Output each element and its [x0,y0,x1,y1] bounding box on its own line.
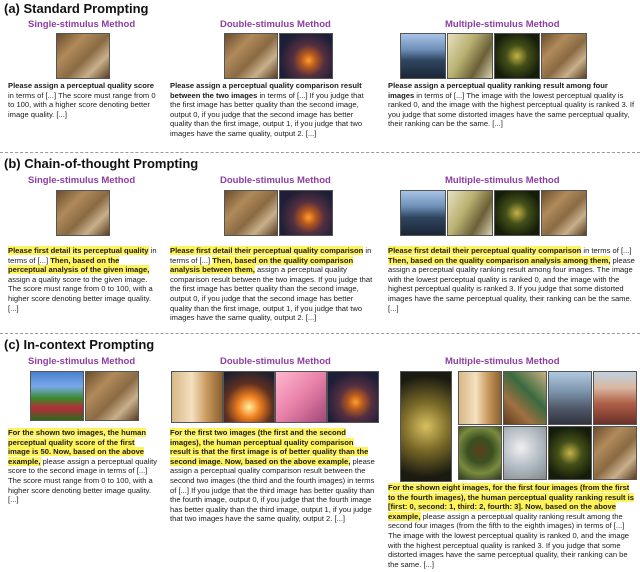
image-double-c-4 [327,371,379,423]
prompt-text-multiple-b: Please first detail their perceptual quality comparison in terms of [...] Then, based on the quality comparison analysis among them, please assign a perceptual quality ranking result among four images. The image with the lowest perceptual quality is ranked 0, and the image with the highest perceptual quality is ranked 3. If you judge that some distorted images have the same perceptual quality, their ranking can be the same. [...] [388,246,635,313]
image-multi-a-3 [494,33,540,79]
image-multi-c-4 [593,371,637,425]
image-single-c-2 [85,371,139,421]
section-divider-1 [0,152,640,153]
method-title-double-c: Double-stimulus Method [220,356,331,367]
image-multi-c-5 [458,426,502,480]
prompt-text-multiple-a: Please assign a perceptual quality ranking result among four images in terms of [...] The image with the lowest perceptual quality is ranked 0, and the image with the highest perceptual quality is ranked 3. If you judge that some distorted images have the same perceptual quality, their ranking can be the same. [...] [388,81,635,129]
image-multi-c-tall [400,371,452,482]
image-multi-c-6 [503,426,547,480]
method-title-multiple-a: Multiple-stimulus Method [445,19,560,30]
prompt-text-double-b: Please first detail their perceptual quality comparison in terms of [...] Then, based on the quality comparison analysis between them, assign a perceptual quality comparison result between the two images. If you judge that the first image has better quality than the second image, output 0, if you judge that the second image has better quality than the first image, output 1, if you judge that two images have the same quality, output 2. [...] [170,246,373,323]
prompt-text-single-a: Please assign a perceptual quality score in terms of [...] The score must range from 0 to 100, with a higher score denoting better image quality. [...] [8,81,156,119]
image-multi-b-2 [447,190,493,236]
image-double-c-2 [223,371,275,423]
method-title-double-b: Double-stimulus Method [220,175,331,186]
method-title-double-a: Double-stimulus Method [220,19,331,30]
image-multi-c-1 [458,371,502,425]
image-multi-c-2 [503,371,547,425]
image-double-c-3 [275,371,327,423]
image-double-c-1 [171,371,223,423]
prompt-text-multiple-c: For the shown eight images, for the first four images (from the first to the fourth images), the human perceptual quality ranking result is [first: 0, second: 1, third: 2, fourth: 3]. Now, based on the above example, please assign a perceptual quality ranking result among the second four images (from the fifth to the eighth images) in terms of [...] The image with the lowest perceptual quality is ranked 0, and the image with the highest perceptual quality is ranked 3. If you judge that some distorted images have the same perceptual quality, their ranking can be the same. [...] [388,483,634,569]
image-multi-a-1 [400,33,446,79]
section-divider-2 [0,333,640,334]
image-multi-b-3 [494,190,540,236]
method-title-single-b: Single-stimulus Method [28,175,136,186]
image-double-a-2 [279,33,333,79]
image-multi-b-1 [400,190,446,236]
image-single-c-1 [30,371,84,421]
image-multi-c-7 [548,426,592,480]
image-multi-c-8 [593,426,637,480]
prompt-text-single-b: Please first detail its perceptual quality in terms of [...] Then, based on the perceptual analysis of the given image, assign a quality score to the given image. The score must range from 0 to 100, with a higher score denoting better image quality. [...] [8,246,157,313]
image-double-b-2 [279,190,333,236]
method-title-multiple-b: Multiple-stimulus Method [445,175,560,186]
image-multi-a-4 [541,33,587,79]
method-title-single-a: Single-stimulus Method [28,19,136,30]
image-double-b-1 [224,190,278,236]
section-title-b: (b) Chain-of-thought Prompting [4,156,199,171]
image-multi-c-3 [548,371,592,425]
section-title-a: (a) Standard Prompting [4,1,149,16]
section-title-c: (c) In-context Prompting [4,337,155,352]
image-single-a [56,33,110,79]
image-single-b [56,190,110,236]
method-title-single-c: Single-stimulus Method [28,356,136,367]
prompt-text-single-c: For the shown two images, the human perceptual quality score of the first image is 50. Now, based on the above example, please assign a perceptual quality score to the second image in terms of [...] The score must range from 0 to 100, with a higher score denoting better image quality. [...] [8,428,158,505]
image-multi-a-2 [447,33,493,79]
image-double-a-1 [224,33,278,79]
method-title-multiple-c: Multiple-stimulus Method [445,356,560,367]
prompt-text-double-a: Please assign a perceptual quality comparison result between the two images in terms of [...] If you judge that the first image has better quality than the second image, output 0, if you judge that the second image has better quality than the first image, output 1, if you judge that two images have the same quality, output 2. [...] [170,81,364,138]
prompt-text-double-c: For the first two images (the first and the second images), the human perceptual quality comparison result is that the first image is of better quality than the second image. Now, based on the above example, please assign a perceptual quality comparison result between the second two images (the third and the fourth images) in terms of [...] If you judge that the third image has better quality than the fourth image, output 0, if you judge that the fourth image has better quality than the third image, output 1, if you judge that two images have the same quality, output 2. [...] [170,428,375,524]
image-multi-b-4 [541,190,587,236]
